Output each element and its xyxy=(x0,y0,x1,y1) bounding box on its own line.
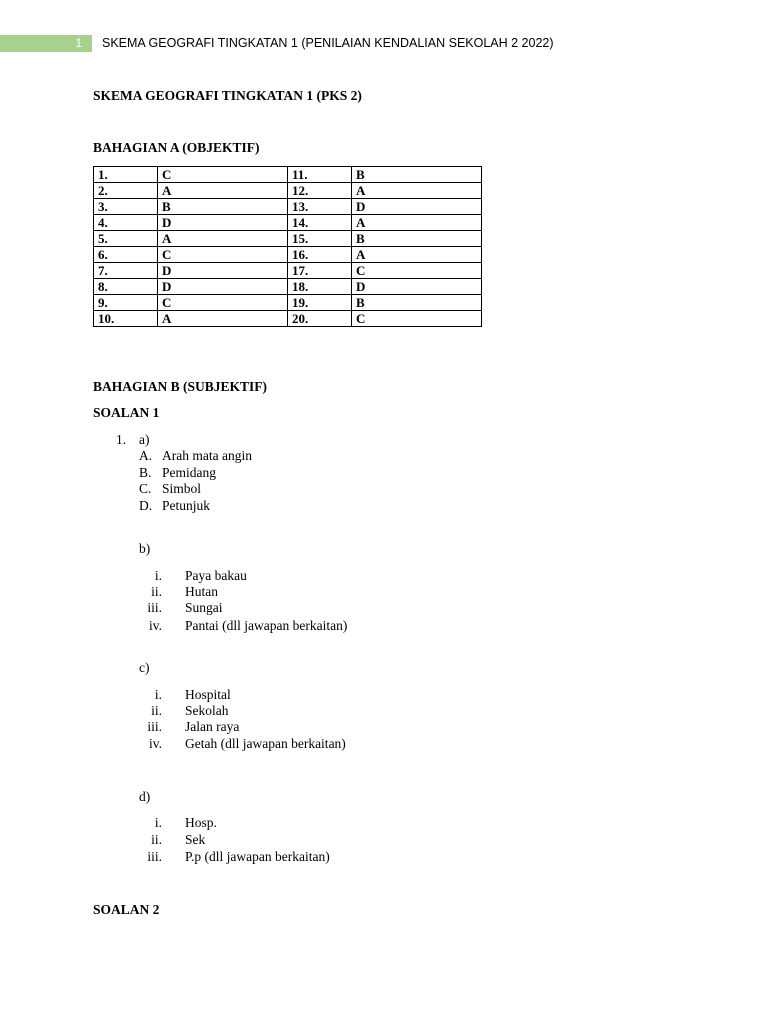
part-a-label: a) xyxy=(139,432,150,447)
list-item-marker: ii. xyxy=(151,703,162,718)
question-number-cell: 20. xyxy=(288,311,352,327)
answer-cell: D xyxy=(352,199,482,215)
answer-cell: D xyxy=(352,279,482,295)
list-item: Jalan raya xyxy=(185,719,240,734)
answer-cell: B xyxy=(158,199,288,215)
question-number-cell: 17. xyxy=(288,263,352,279)
list-item-marker: i. xyxy=(154,815,162,830)
running-title: SKEMA GEOGRAFI TINGKATAN 1 (PENILAIAN KENDALIAN SEKOLAH 2 2022) xyxy=(102,36,554,50)
table-row xyxy=(94,199,482,215)
list-item: Sungai xyxy=(185,600,223,615)
list-item-marker: i. xyxy=(154,568,162,583)
answer-cell: C xyxy=(158,247,288,263)
list-item-marker: iv. xyxy=(149,736,162,751)
part-c-label: c) xyxy=(139,660,150,675)
answer-cell: B xyxy=(352,295,482,311)
list-item-marker: iii. xyxy=(147,719,162,734)
answer-cell: A xyxy=(352,183,482,199)
page-number: 1 xyxy=(0,35,92,52)
question-number-cell: 19. xyxy=(288,295,352,311)
question-number-cell: 12. xyxy=(288,183,352,199)
answer-cell: B xyxy=(352,231,482,247)
question-number-cell: 1. xyxy=(94,167,158,183)
page-header xyxy=(0,35,768,53)
question-number-cell: 16. xyxy=(288,247,352,263)
answer-cell: A xyxy=(158,183,288,199)
list-item: Hosp. xyxy=(185,815,217,830)
table-row xyxy=(94,247,482,263)
list-item: Getah (dll jawapan berkaitan) xyxy=(185,736,346,751)
table-row xyxy=(94,263,482,279)
list-item: Hutan xyxy=(185,584,218,599)
question-number: 1. xyxy=(116,432,127,447)
question-number-cell: 15. xyxy=(288,231,352,247)
answer-cell: D xyxy=(158,263,288,279)
table-row xyxy=(94,183,482,199)
question-number-cell: 10. xyxy=(94,311,158,327)
question-number-cell: 8. xyxy=(94,279,158,295)
question-number-cell: 11. xyxy=(288,167,352,183)
list-item-marker: C. xyxy=(139,481,152,496)
part-b-label: b) xyxy=(139,541,151,556)
list-item-marker: ii. xyxy=(151,832,162,847)
answer-cell: C xyxy=(158,295,288,311)
answer-cell: B xyxy=(352,167,482,183)
question-number-cell: 4. xyxy=(94,215,158,231)
question-number-cell: 14. xyxy=(288,215,352,231)
soalan-1-heading: SOALAN 1 xyxy=(93,405,160,420)
question-number-cell: 13. xyxy=(288,199,352,215)
section-b-heading: BAHAGIAN B (SUBJEKTIF) xyxy=(93,379,268,394)
list-item-marker: i. xyxy=(154,687,162,702)
answer-cell: A xyxy=(158,311,288,327)
table-row xyxy=(94,279,482,295)
answer-cell: D xyxy=(158,279,288,295)
question-number-cell: 2. xyxy=(94,183,158,199)
document-title: SKEMA GEOGRAFI TINGKATAN 1 (PKS 2) xyxy=(93,88,362,103)
list-item-marker: A. xyxy=(139,448,153,463)
list-item: P.p (dll jawapan berkaitan) xyxy=(185,849,330,864)
list-item: Sekolah xyxy=(185,703,229,718)
list-item-marker: iv. xyxy=(149,618,162,633)
list-item-marker: iii. xyxy=(147,600,162,615)
soalan-2-heading: SOALAN 2 xyxy=(93,902,160,917)
answer-cell: A xyxy=(352,215,482,231)
list-item: Hospital xyxy=(185,687,231,702)
list-item-marker: ii. xyxy=(151,584,162,599)
question-number-cell: 3. xyxy=(94,199,158,215)
list-item: Simbol xyxy=(162,481,202,496)
question-number-cell: 18. xyxy=(288,279,352,295)
question-number-cell: 6. xyxy=(94,247,158,263)
section-a-heading: BAHAGIAN A (OBJEKTIF) xyxy=(93,140,260,155)
answer-cell: C xyxy=(352,263,482,279)
question-number-cell: 7. xyxy=(94,263,158,279)
answer-cell: C xyxy=(352,311,482,327)
list-item: Pemidang xyxy=(162,465,216,480)
table-row xyxy=(94,167,482,183)
part-d-label: d) xyxy=(139,789,151,804)
list-item: Paya bakau xyxy=(185,568,247,583)
table-row xyxy=(94,311,482,327)
answer-cell: D xyxy=(158,215,288,231)
question-number-cell: 9. xyxy=(94,295,158,311)
answer-table xyxy=(93,166,482,327)
answer-cell: C xyxy=(158,167,288,183)
list-item-marker: iii. xyxy=(147,849,162,864)
list-item: Pantai (dll jawapan berkaitan) xyxy=(185,618,348,633)
table-row xyxy=(94,215,482,231)
answer-cell: A xyxy=(158,231,288,247)
table-row xyxy=(94,231,482,247)
table-row xyxy=(94,295,482,311)
list-item-marker: B. xyxy=(139,465,152,480)
question-number-cell: 5. xyxy=(94,231,158,247)
list-item-marker: D. xyxy=(139,498,153,513)
list-item: Arah mata angin xyxy=(162,448,252,463)
list-item: Sek xyxy=(185,832,206,847)
answer-cell: A xyxy=(352,247,482,263)
list-item: Petunjuk xyxy=(162,498,211,513)
